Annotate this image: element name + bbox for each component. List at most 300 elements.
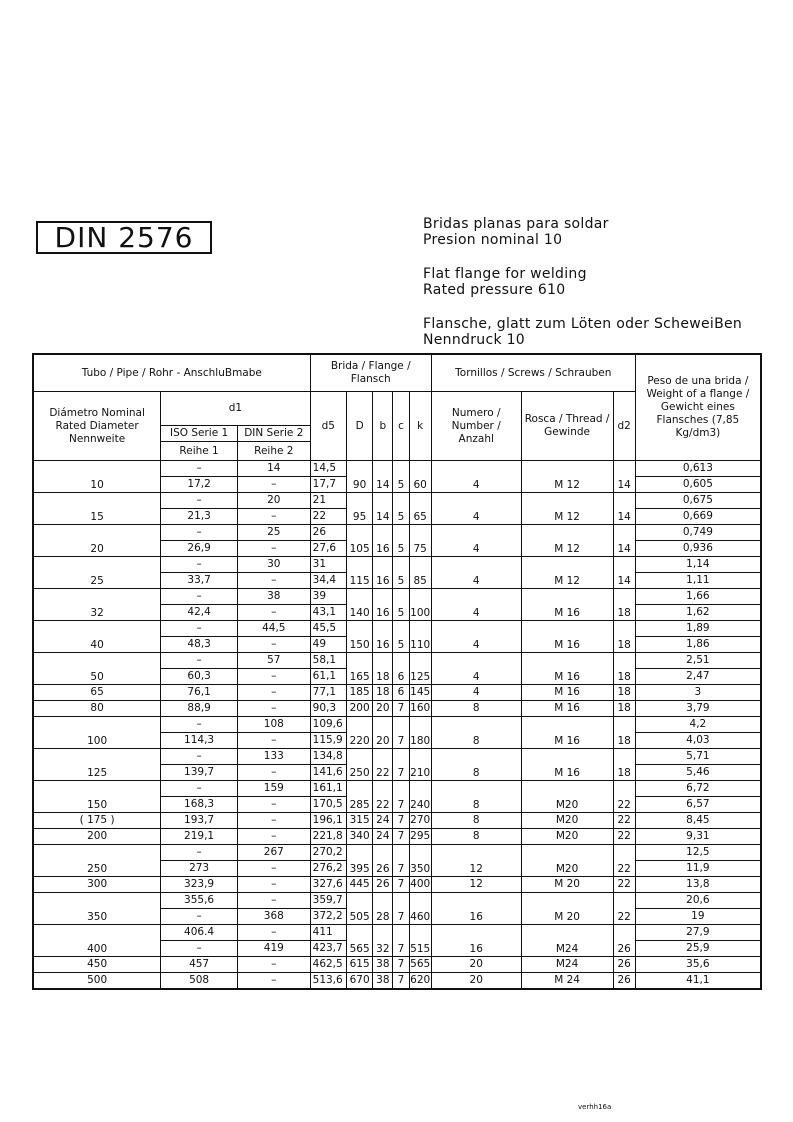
weight: 3,79 <box>635 701 760 717</box>
c-value: 7 <box>393 957 409 973</box>
table-row <box>34 701 761 717</box>
d5-value: 196,1 <box>310 813 346 829</box>
D-header: D <box>346 392 372 461</box>
title-en-1: Flat flange for welding <box>423 266 587 282</box>
c-header: c <box>393 392 409 461</box>
d2-value: 26 <box>613 957 635 973</box>
weight-header: Peso de una brida / Weight of a flange / Gewicht eines Flansches (7,85 Kg/dm3) <box>635 355 760 461</box>
k-value: 180 <box>409 717 431 749</box>
d2-value: 18 <box>613 749 635 781</box>
din-value: – <box>237 477 310 493</box>
weight: 1,66 <box>635 589 760 605</box>
din-value: – <box>237 973 310 989</box>
thread: M 12 <box>521 525 613 557</box>
D-value: 315 <box>346 813 372 829</box>
din-value: – <box>237 573 310 589</box>
nominal-diameter: 65 <box>34 685 161 701</box>
thread: M 16 <box>521 621 613 653</box>
d2-value: 22 <box>613 877 635 893</box>
iso-value: – <box>161 749 238 765</box>
thread: M 16 <box>521 589 613 621</box>
D-value: 185 <box>346 685 372 701</box>
nominal-diameter: 50 <box>34 653 161 685</box>
d2-value: 26 <box>613 973 635 989</box>
table-row <box>34 557 761 573</box>
weight: 1,11 <box>635 573 760 589</box>
weight: 5,46 <box>635 765 760 781</box>
d5-value: 17,7 <box>310 477 346 493</box>
d5-value: 161,1 <box>310 781 346 797</box>
thread: M20 <box>521 813 613 829</box>
thread: M 12 <box>521 461 613 493</box>
iso-value: – <box>161 461 238 477</box>
b-value: 38 <box>373 957 393 973</box>
din-value: – <box>237 509 310 525</box>
table-row <box>34 877 761 893</box>
k-value: 160 <box>409 701 431 717</box>
k-header: k <box>409 392 431 461</box>
c-value: 7 <box>393 749 409 781</box>
d5-value: 141,6 <box>310 765 346 781</box>
k-value: 85 <box>409 557 431 589</box>
din-value: 267 <box>237 845 310 861</box>
k-value: 100 <box>409 589 431 621</box>
k-value: 565 <box>409 957 431 973</box>
k-value: 145 <box>409 685 431 701</box>
D-value: 445 <box>346 877 372 893</box>
nominal-diameter: 450 <box>34 957 161 973</box>
screw-number: 4 <box>431 653 521 685</box>
thread: M 12 <box>521 557 613 589</box>
pipe-header: Tubo / Pipe / Rohr - AnschluBmabe <box>34 355 311 392</box>
D-value: 150 <box>346 621 372 653</box>
din-value: – <box>237 605 310 621</box>
d5-value: 61,1 <box>310 669 346 685</box>
d1-header: d1 <box>161 392 310 426</box>
d5-value: 49 <box>310 637 346 653</box>
d5-value: 276,2 <box>310 861 346 877</box>
b-value: 16 <box>373 621 393 653</box>
d5-value: 77,1 <box>310 685 346 701</box>
iso-value: – <box>161 621 238 637</box>
d2-value: 22 <box>613 813 635 829</box>
nominal-diameter: 150 <box>34 781 161 813</box>
b-value: 24 <box>373 813 393 829</box>
d2-value: 14 <box>613 461 635 493</box>
weight: 6,57 <box>635 797 760 813</box>
b-value: 16 <box>373 557 393 589</box>
din-value: 44,5 <box>237 621 310 637</box>
iso-value: 457 <box>161 957 238 973</box>
D-value: 165 <box>346 653 372 685</box>
din-value: – <box>237 797 310 813</box>
d2-value: 14 <box>613 557 635 589</box>
din-value: – <box>237 861 310 877</box>
d5-value: 58,1 <box>310 653 346 669</box>
d5-value: 423,7 <box>310 941 346 957</box>
D-value: 565 <box>346 925 372 957</box>
nominal-diameter: 500 <box>34 973 161 989</box>
k-value: 75 <box>409 525 431 557</box>
weight: 19 <box>635 909 760 925</box>
d2-value: 14 <box>613 493 635 525</box>
d5-value: 109,6 <box>310 717 346 733</box>
table-row <box>34 749 761 765</box>
d5-value: 221,8 <box>310 829 346 845</box>
d2-value: 22 <box>613 829 635 845</box>
b-value: 26 <box>373 845 393 877</box>
c-value: 6 <box>393 653 409 685</box>
d2-value: 26 <box>613 925 635 957</box>
table-row <box>34 973 761 989</box>
d5-value: 22 <box>310 509 346 525</box>
d5-value: 27,6 <box>310 541 346 557</box>
b-header: b <box>373 392 393 461</box>
table-row <box>34 525 761 541</box>
screw-number: 16 <box>431 925 521 957</box>
d5-value: 115,9 <box>310 733 346 749</box>
flange-header: Brida / Flange / Flansch <box>310 355 431 392</box>
thread: M20 <box>521 845 613 877</box>
weight: 5,71 <box>635 749 760 765</box>
d5-value: 39 <box>310 589 346 605</box>
din-value: 20 <box>237 493 310 509</box>
c-value: 7 <box>393 813 409 829</box>
screws-header: Tornillos / Screws / Schrauben <box>431 355 635 392</box>
weight: 8,45 <box>635 813 760 829</box>
c-value: 7 <box>393 973 409 989</box>
din-value: – <box>237 733 310 749</box>
screw-number: 4 <box>431 557 521 589</box>
thread: M20 <box>521 829 613 845</box>
thread: M 16 <box>521 717 613 749</box>
d2-header: d2 <box>613 392 635 461</box>
title-de-2: Nenndruck 10 <box>423 332 526 348</box>
b-value: 16 <box>373 525 393 557</box>
k-value: 295 <box>409 829 431 845</box>
d5-value: 372,2 <box>310 909 346 925</box>
d5-value: 270,2 <box>310 845 346 861</box>
din-serie-header: DIN Serie 2 <box>237 426 310 442</box>
iso-value: 355,6 <box>161 893 238 909</box>
iso-serie-header: ISO Serie 1 <box>161 426 238 442</box>
nominal-diameter: 200 <box>34 829 161 845</box>
b-value: 14 <box>373 493 393 525</box>
weight: 6,72 <box>635 781 760 797</box>
b-value: 20 <box>373 701 393 717</box>
k-value: 460 <box>409 893 431 925</box>
D-value: 615 <box>346 957 372 973</box>
thread: M 20 <box>521 893 613 925</box>
c-value: 7 <box>393 701 409 717</box>
table-row <box>34 845 761 861</box>
b-value: 18 <box>373 653 393 685</box>
weight: 2,51 <box>635 653 760 669</box>
screw-number-header: Numero / Number / Anzahl <box>431 392 521 461</box>
weight: 4,2 <box>635 717 760 733</box>
iso-value: 219,1 <box>161 829 238 845</box>
weight: 13,8 <box>635 877 760 893</box>
screw-number: 8 <box>431 717 521 749</box>
title-en-2: Rated pressure 610 <box>423 282 566 298</box>
c-value: 5 <box>393 589 409 621</box>
iso-value: – <box>161 557 238 573</box>
nominal-diameter: 20 <box>34 525 161 557</box>
d2-value: 18 <box>613 717 635 749</box>
title-es-2: Presion nominal 10 <box>423 232 563 248</box>
din-value: 14 <box>237 461 310 477</box>
nominal-diameter: 32 <box>34 589 161 621</box>
screw-number: 4 <box>431 685 521 701</box>
D-value: 250 <box>346 749 372 781</box>
flange-table <box>33 354 761 989</box>
c-value: 7 <box>393 877 409 893</box>
d5-value: 43,1 <box>310 605 346 621</box>
weight: 1,62 <box>635 605 760 621</box>
D-value: 670 <box>346 973 372 989</box>
weight: 0,605 <box>635 477 760 493</box>
nominal-diameter: ( 175 ) <box>34 813 161 829</box>
din-value: 25 <box>237 525 310 541</box>
d5-value: 462,5 <box>310 957 346 973</box>
thread: M 12 <box>521 493 613 525</box>
D-value: 90 <box>346 461 372 493</box>
weight: 25,9 <box>635 941 760 957</box>
iso-value: 33,7 <box>161 573 238 589</box>
reihe2-header: Reihe 2 <box>237 442 310 461</box>
iso-value: 88,9 <box>161 701 238 717</box>
weight: 0,675 <box>635 493 760 509</box>
screw-number: 4 <box>431 461 521 493</box>
iso-value: 508 <box>161 973 238 989</box>
d5-value: 45,5 <box>310 621 346 637</box>
D-value: 220 <box>346 717 372 749</box>
weight: 0,936 <box>635 541 760 557</box>
d2-value: 14 <box>613 525 635 557</box>
thread: M24 <box>521 957 613 973</box>
screw-number: 4 <box>431 621 521 653</box>
iso-value: – <box>161 781 238 797</box>
thread: M20 <box>521 781 613 813</box>
iso-value: 273 <box>161 861 238 877</box>
table-row <box>34 813 761 829</box>
table-row <box>34 829 761 845</box>
D-value: 285 <box>346 781 372 813</box>
weight: 12,5 <box>635 845 760 861</box>
screw-number: 8 <box>431 701 521 717</box>
din-value: 108 <box>237 717 310 733</box>
b-value: 22 <box>373 781 393 813</box>
screw-number: 4 <box>431 493 521 525</box>
weight: 1,86 <box>635 637 760 653</box>
screw-number: 20 <box>431 973 521 989</box>
D-value: 140 <box>346 589 372 621</box>
iso-value: – <box>161 525 238 541</box>
k-value: 210 <box>409 749 431 781</box>
thread: M 20 <box>521 877 613 893</box>
iso-value: – <box>161 941 238 957</box>
d2-value: 22 <box>613 893 635 925</box>
c-value: 7 <box>393 717 409 749</box>
d5-value: 359,7 <box>310 893 346 909</box>
weight: 0,749 <box>635 525 760 541</box>
screw-number: 4 <box>431 525 521 557</box>
b-value: 26 <box>373 877 393 893</box>
d5-value: 134,8 <box>310 749 346 765</box>
din-value: 57 <box>237 653 310 669</box>
nominal-diameter: 125 <box>34 749 161 781</box>
nominal-diameter: 15 <box>34 493 161 525</box>
b-value: 22 <box>373 749 393 781</box>
c-value: 5 <box>393 557 409 589</box>
weight: 20,6 <box>635 893 760 909</box>
screw-number: 8 <box>431 813 521 829</box>
c-value: 5 <box>393 493 409 525</box>
thread: M 16 <box>521 701 613 717</box>
weight: 4,03 <box>635 733 760 749</box>
k-value: 125 <box>409 653 431 685</box>
c-value: 5 <box>393 461 409 493</box>
c-value: 7 <box>393 829 409 845</box>
b-value: 38 <box>373 973 393 989</box>
c-value: 7 <box>393 845 409 877</box>
D-value: 340 <box>346 829 372 845</box>
din-value: – <box>237 701 310 717</box>
d5-value: 14,5 <box>310 461 346 477</box>
iso-value: 48,3 <box>161 637 238 653</box>
b-value: 28 <box>373 893 393 925</box>
weight: 35,6 <box>635 957 760 973</box>
iso-value: 193,7 <box>161 813 238 829</box>
iso-value: 168,3 <box>161 797 238 813</box>
iso-value: 114,3 <box>161 733 238 749</box>
table-row <box>34 717 761 733</box>
c-value: 7 <box>393 893 409 925</box>
D-value: 105 <box>346 525 372 557</box>
d5-value: 21 <box>310 493 346 509</box>
D-value: 95 <box>346 493 372 525</box>
screw-number: 20 <box>431 957 521 973</box>
weight: 0,669 <box>635 509 760 525</box>
screw-number: 12 <box>431 845 521 877</box>
k-value: 400 <box>409 877 431 893</box>
screw-number: 4 <box>431 589 521 621</box>
din-value: – <box>237 893 310 909</box>
D-value: 505 <box>346 893 372 925</box>
din-value: – <box>237 685 310 701</box>
nominal-diameter: 300 <box>34 877 161 893</box>
D-value: 115 <box>346 557 372 589</box>
screw-number: 8 <box>431 781 521 813</box>
screw-number: 8 <box>431 829 521 845</box>
thread: M 16 <box>521 653 613 685</box>
nominal-diameter: 100 <box>34 717 161 749</box>
d2-value: 18 <box>613 701 635 717</box>
k-value: 240 <box>409 781 431 813</box>
din-value: – <box>237 765 310 781</box>
b-value: 14 <box>373 461 393 493</box>
iso-value: – <box>161 653 238 669</box>
din-value: – <box>237 957 310 973</box>
nominal-diameter: 250 <box>34 845 161 877</box>
d2-value: 22 <box>613 781 635 813</box>
table-row <box>34 893 761 909</box>
table-row <box>34 685 761 701</box>
iso-value: – <box>161 493 238 509</box>
table-row <box>34 957 761 973</box>
iso-value: 60,3 <box>161 669 238 685</box>
din-value: – <box>237 813 310 829</box>
weight: 27,9 <box>635 925 760 941</box>
weight: 2,47 <box>635 669 760 685</box>
nominal-diameter: 400 <box>34 925 161 957</box>
thread: M 16 <box>521 749 613 781</box>
b-value: 24 <box>373 829 393 845</box>
iso-value: 21,3 <box>161 509 238 525</box>
d5-value: 34,4 <box>310 573 346 589</box>
c-value: 6 <box>393 685 409 701</box>
din-value: – <box>237 541 310 557</box>
nominal-diameter: 10 <box>34 461 161 493</box>
table-row <box>34 925 761 941</box>
nominal-diameter: 80 <box>34 701 161 717</box>
d2-value: 18 <box>613 589 635 621</box>
iso-value: 139,7 <box>161 765 238 781</box>
iso-value: – <box>161 717 238 733</box>
c-value: 5 <box>393 525 409 557</box>
d5-value: 327,6 <box>310 877 346 893</box>
nominal-diameter: 40 <box>34 621 161 653</box>
k-value: 270 <box>409 813 431 829</box>
c-value: 5 <box>393 621 409 653</box>
k-value: 350 <box>409 845 431 877</box>
title-es-1: Bridas planas para soldar <box>423 216 609 232</box>
din-value: – <box>237 925 310 941</box>
b-value: 18 <box>373 685 393 701</box>
table-row <box>34 589 761 605</box>
din-value: – <box>237 637 310 653</box>
din-value: 38 <box>237 589 310 605</box>
b-value: 16 <box>373 589 393 621</box>
thread: M 16 <box>521 685 613 701</box>
k-value: 620 <box>409 973 431 989</box>
c-value: 7 <box>393 781 409 813</box>
thread: M24 <box>521 925 613 957</box>
iso-value: 406.4 <box>161 925 238 941</box>
screw-number: 16 <box>431 893 521 925</box>
din-value: – <box>237 669 310 685</box>
iso-value: – <box>161 589 238 605</box>
d5-value: 513,6 <box>310 973 346 989</box>
din-value: – <box>237 877 310 893</box>
d2-value: 22 <box>613 845 635 877</box>
b-value: 32 <box>373 925 393 957</box>
screw-number: 8 <box>431 749 521 781</box>
weight: 1,89 <box>635 621 760 637</box>
iso-value: – <box>161 909 238 925</box>
k-value: 65 <box>409 493 431 525</box>
iso-value: 42,4 <box>161 605 238 621</box>
weight: 1,14 <box>635 557 760 573</box>
document-titles <box>423 216 742 366</box>
d5-value: 411 <box>310 925 346 941</box>
document-code: verhh16a <box>578 1103 612 1111</box>
iso-value: 17,2 <box>161 477 238 493</box>
din-value: 30 <box>237 557 310 573</box>
c-value: 7 <box>393 925 409 957</box>
k-value: 60 <box>409 461 431 493</box>
b-value: 20 <box>373 717 393 749</box>
